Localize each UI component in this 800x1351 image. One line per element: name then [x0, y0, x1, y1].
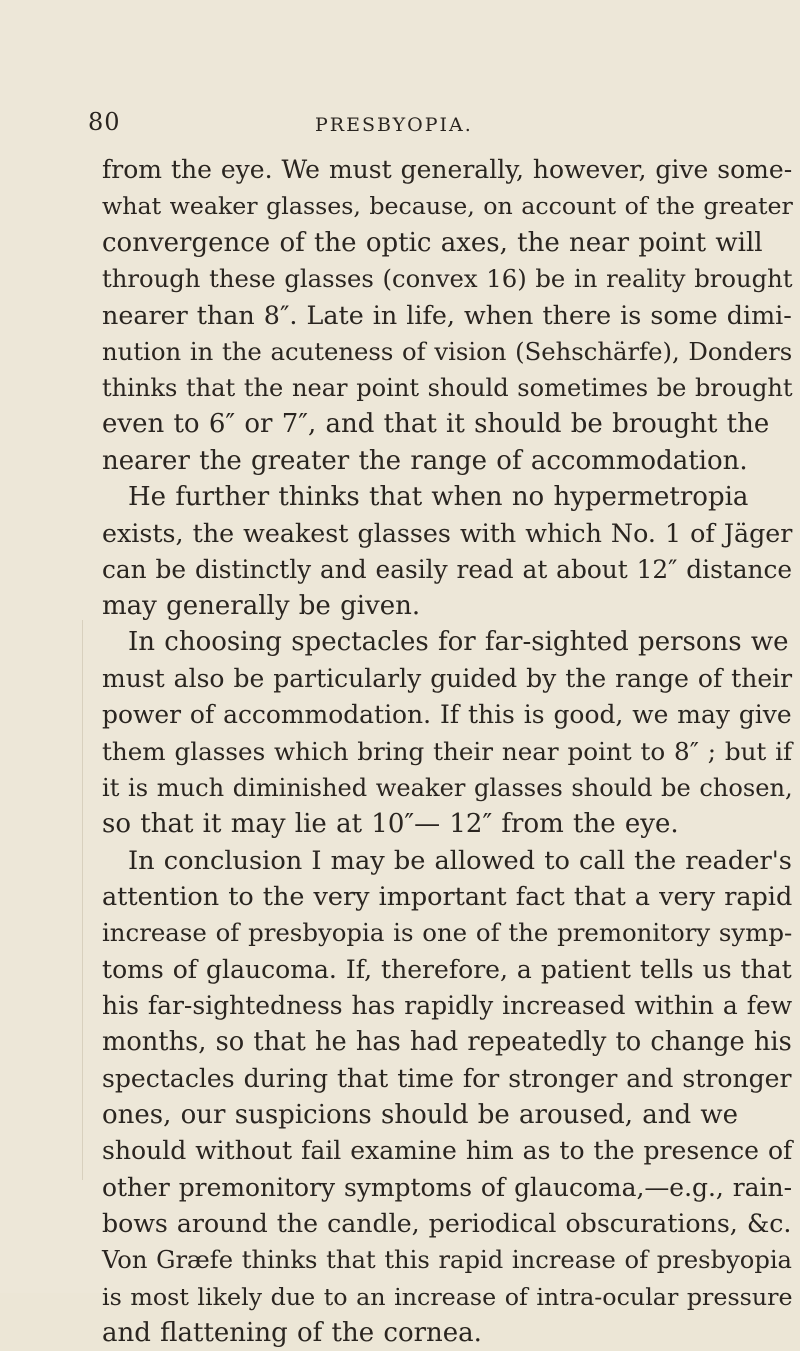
text-line: it is much diminished weaker glasses should be chosen,: [102, 773, 793, 802]
text-line: must also be particularly guided by the range of their: [102, 663, 793, 693]
text-line: months, so that he has had repeatedly to change his: [102, 1027, 792, 1058]
text-line: and flattening of the cornea.: [102, 1318, 482, 1348]
text-line: can be distinctly and easily read at about 12″ distance: [102, 554, 793, 584]
text-line: bows around the candle, periodical obscurations, &c.: [102, 1208, 792, 1238]
body-text: [102, 152, 792, 1351]
text-line: should without fail examine him as to the presence of: [102, 1136, 793, 1166]
paragraph-start-line: He further thinks that when no hypermetropia: [128, 482, 749, 513]
page-number: 80: [88, 108, 121, 136]
text-line: thinks that the near point should sometimes be brought: [102, 374, 793, 403]
text-line: ones, our suspicions should be aroused, and we: [102, 1099, 739, 1130]
text-line: spectacles during that time for stronger and stronger: [102, 1063, 792, 1093]
page-header: [0, 108, 800, 138]
text-line: through these glasses (convex 16) be in reality brought: [102, 264, 793, 294]
paragraph-start-line: In conclusion I may be allowed to call the reader's: [128, 845, 792, 876]
text-line: attention to the very important fact that a very rapid: [102, 881, 793, 912]
text-line: power of accommodation. If this is good, we may give: [102, 700, 792, 730]
text-line: nearer than 8″. Late in life, when there is some dimi-: [102, 300, 792, 331]
text-line: Von Græfe thinks that this rapid increase of presbyopia: [102, 1246, 792, 1275]
text-line: may generally be given.: [102, 591, 421, 622]
text-line: nution in the acuteness of vision (Sehschärfe), Donders: [102, 336, 793, 366]
text-line: exists, the weakest glasses with which No. 1 of Jäger: [102, 518, 793, 549]
text-line: is most likely due to an increase of intra-ocular pressure: [102, 1282, 793, 1311]
gutter-shadow: [82, 620, 87, 1180]
text-line: increase of presbyopia is one of the premonitory symp-: [102, 918, 793, 948]
text-line: them glasses which bring their near point to 8″ ; but if: [102, 736, 793, 766]
running-title: PRESBYOPIA.: [315, 114, 473, 136]
text-line: from the eye. We must generally, however, give some-: [102, 155, 793, 184]
text-line: so that it may lie at 10″— 12″ from the eye.: [102, 809, 679, 840]
text-line: convergence of the optic axes, the near point will: [102, 227, 763, 258]
text-line: what weaker glasses, because, on account of the greater: [102, 192, 793, 221]
text-line: toms of glaucoma. If, therefore, a patient tells us that: [102, 954, 792, 984]
text-line: nearer the greater the range of accommodation.: [102, 445, 748, 476]
paragraph-start-line: In choosing spectacles for far-sighted persons we: [128, 627, 789, 658]
text-line: even to 6″ or 7″, and that it should be brought the: [102, 409, 770, 440]
text-line: other premonitory symptoms of glaucoma,—e.g., rain-: [102, 1172, 792, 1202]
text-line: his far-sightedness has rapidly increased within a few: [102, 990, 793, 1020]
